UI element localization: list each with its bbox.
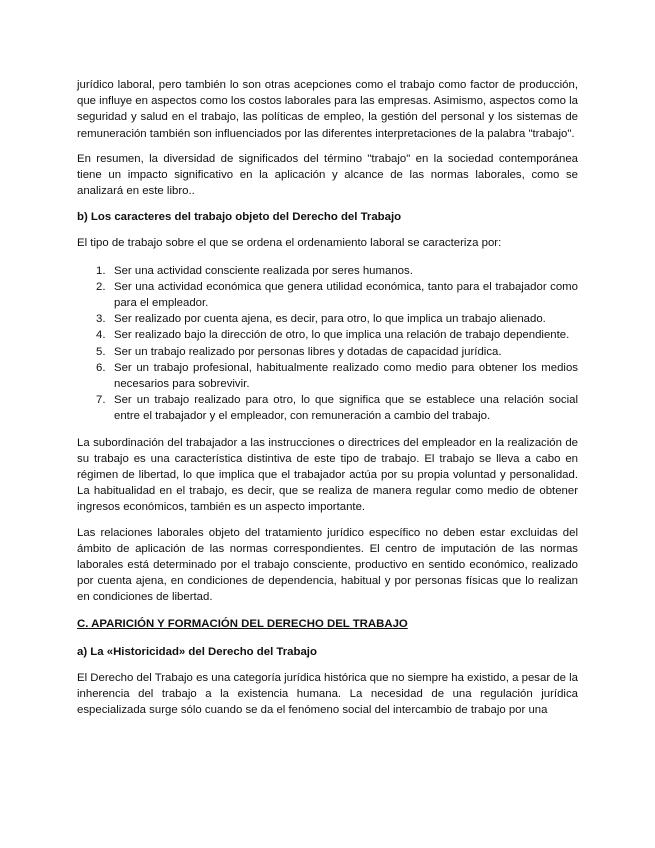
list-item-text: Ser realizado bajo la dirección de otro, lo que implica una relación de trabajo dependiente. [114,329,570,342]
list-item-text: Ser un trabajo realizado para otro, lo que significa que se establece una relación social entre el trabajador y el empleador, con remuneración a cambio del trabajo. [114,394,578,423]
list-item-number: 7. [96,394,106,407]
list-item-number: 3. [96,313,106,326]
list-item [77,392,578,424]
list-item-text: Ser una actividad consciente realizada por seres humanos. [114,264,413,277]
list-item-number: 5. [96,345,106,358]
list-item-text: Ser una actividad económica que genera utilidad económica, tanto para el trabajador como para el empleador. [114,280,578,310]
caracteres-list [77,263,578,425]
heading-caracteres-trabajo: b) Los caracteres del trabajo objeto del Derecho del Trabajo [77,211,402,224]
list-item-number: 1. [96,264,106,277]
list-item-number: 6. [96,361,106,374]
list-item-text: Ser un trabajo realizado por personas libres y dotadas de capacidad jurídica. [114,345,502,358]
list-item [77,263,578,279]
heading-aparicion-derecho: C. APARICIÓN Y FORMACIÓN DEL DERECHO DEL TRABAJO [77,617,408,630]
paragraph-resumen: En resumen, la diversidad de significados del término "trabajo" en la sociedad contemporánea tiene un impacto significativo en la aplicación y alcance de las normas laborales, como se analizará en este libro.. [77,152,578,198]
list-item [77,279,578,311]
paragraph-subordinacion: La subordinación del trabajador a las instrucciones o directrices del empleador en la realización de su trabajo es una característica distintiva de este tipo de trabajo. El trabajo se lleva a cabo en régimen de libertad, lo que implica que el trabajador actúa por su propia voluntad y personalidad. La habitualidad en el trabajo, es decir, que se realiza de manera regular como medio de obtener ingresos económicos, también es un aspecto importante. [77,436,578,514]
list-item [77,344,578,360]
list-item-text: Ser un trabajo profesional, habitualmente realizado como medio para obtener los medios necesarios para sobrevivir. [114,361,578,391]
paragraph-relaciones-laborales: Las relaciones laborales objeto del tratamiento jurídico específico no deben estar excluidas del ámbito de aplicación de las normas correspondientes. El centro de imputación de las normas laborales está determinado por el trabajo consciente, productivo en sentido económico, realizado por cuenta ajena, en condiciones de dependencia, habitual y por personas físicas que lo realizan en condiciones de libertad. [77,526,578,604]
heading-historicidad: a) La «Historicidad» del Derecho del Trabajo [77,645,317,658]
list-item [77,327,578,343]
list-item [77,360,578,392]
paragraph-tipo-trabajo: El tipo de trabajo sobre el que se ordena el ordenamiento laboral se caracteriza por: [77,237,502,250]
list-item-number: 2. [96,280,106,293]
list-item-text: Ser realizado por cuenta ajena, es decir, para otro, lo que implica un trabajo alienado. [114,313,546,326]
paragraph-trabajo-acepciones: jurídico laboral, pero también lo son otras acepciones como el trabajo como factor de producción, que influye en aspectos como los costos laborales para las empresas. Asimismo, aspectos como la seguridad y salud en el trabajo, las políticas de empleo, la gestión del personal y los sistemas de remuneración también son influenciados por las diferentes interpretaciones de la palabra "trabajo". [77,79,578,140]
list-item-number: 4. [96,329,106,342]
list-item [77,311,578,327]
paragraph-derecho-historico: El Derecho del Trabajo es una categoría jurídica histórica que no siempre ha existido, a pesar de la inherencia del trabajo a la existencia humana. La necesidad de una regulación jurídica especializada surge sólo cuando se da el fenómeno social del intercambio de trabajo por una [77,671,578,717]
